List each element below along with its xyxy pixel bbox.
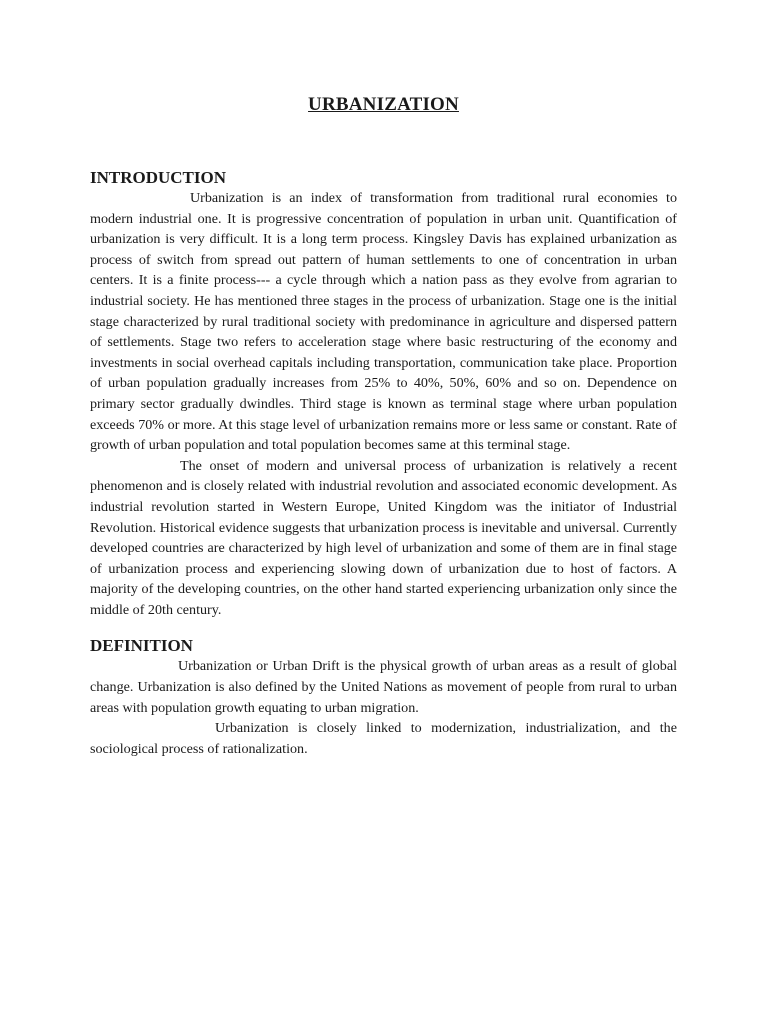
section-heading-definition: DEFINITION	[90, 636, 193, 656]
intro-paragraph-1: Urbanization is an index of transformation from traditional rural economies to modern industrial one. It is progressive concentration of population in urban unit. Quantification of urbanization is very difficult. It is a long term process. Kingsley Davis has explained urbanization as process of switch from spread out pattern of human settlements to one of concentration in urban centers. It is a finite process--- a cycle through which a nation pass as they evolve from agrarian to industrial society. He has mentioned three stages in the process of urbanization. Stage one is the initial stage characterized by rural traditional society with predominance in agriculture and dispersed pattern of settlements. Stage two refers to acceleration stage where basic restructuring of the economy and investments in social overhead capitals including transportation, communication take place. Proportion of urban population gradually increases from 25% to 40%, 50%, 60% and so on. Dependence on primary sector gradually dwindles. Third stage is known as terminal stage where urban population exceeds 70% or more. At this stage level of urbanization remains more or less same or constant. Rate of growth of urban population and total population becomes same at this terminal stage.	[90, 190, 677, 454]
section-heading-introduction: INTRODUCTION	[90, 168, 227, 187]
definition-paragraph-2: Urbanization is closely linked to modernization, industrialization, and the sociological process of rationalization.	[90, 720, 677, 757]
document-page	[90, 90, 677, 759]
document-title: URBANIZATION	[308, 94, 459, 115]
intro-paragraph-2: The onset of modern and universal process of urbanization is relatively a recent phenomenon and is closely related with industrial revolution and associated economic development. As industrial revolution started in Western Europe, United Kingdom was the initiator of Industrial Revolution. Historical evidence suggests that urbanization process is inevitable and universal. Currently developed countries are characterized by high level of urbanization and some of them are in final stage of urbanization process and experiencing slowing down of urbanization due to host of factors. A majority of the developing countries, on the other hand started experiencing urbanization only since the middle of 20th century.	[90, 457, 677, 618]
definition-paragraph-1: Urbanization or Urban Drift is the physical growth of urban areas as a result of global change. Urbanization is also defined by the United Nations as movement of people from rural to urban areas with population growth equating to urban migration.	[90, 658, 677, 716]
